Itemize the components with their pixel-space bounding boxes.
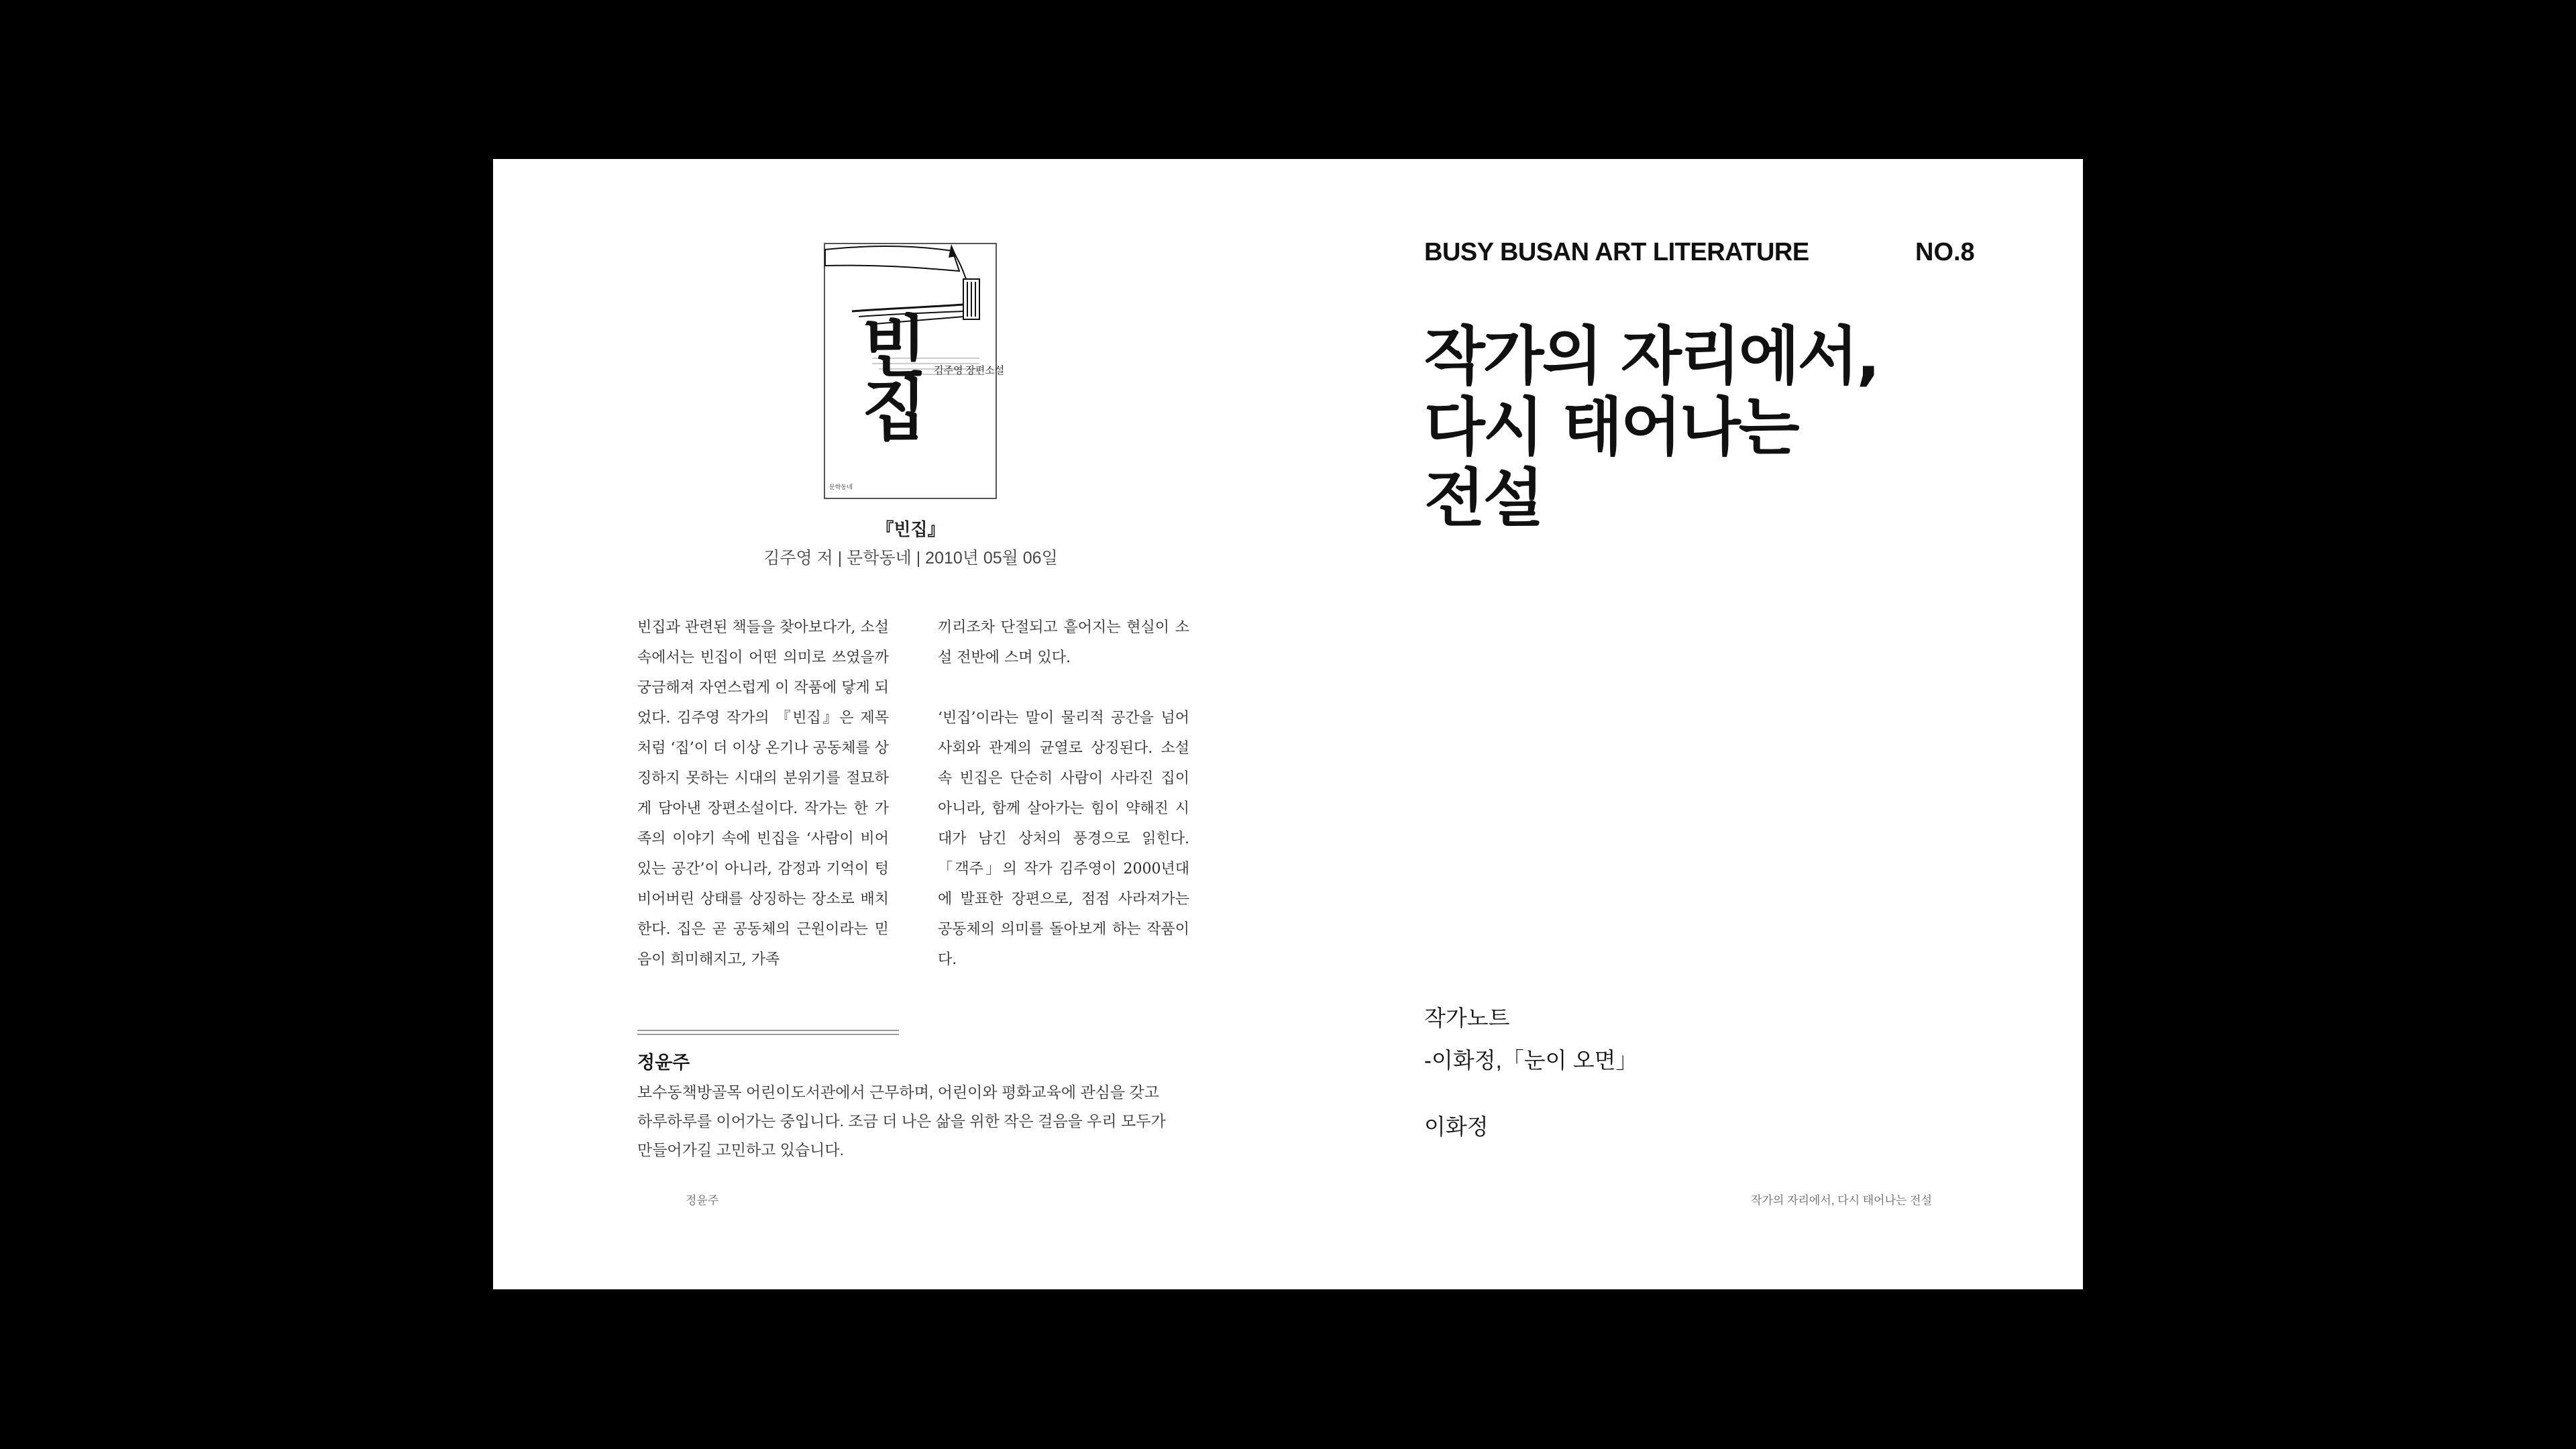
cover-title: 빈집 [849, 311, 928, 437]
book-cover-image [824, 243, 1005, 499]
author-name: 정윤주 [637, 1053, 690, 1073]
article-body-right [938, 612, 1189, 1005]
article-body-left [637, 612, 889, 1005]
headline-line: 작가의 자리에서, [1424, 320, 1879, 393]
magazine-name: BUSY BUSAN ART LITERATURE [1424, 238, 1809, 266]
note-label: 작가노트 [1424, 1006, 1510, 1030]
body-paragraph: 빈집과 관련된 책들을 찾아보다가, 소설 속에서는 빈집이 어떤 의미로 쓰였을까 궁금해져 자연스럽게 이 작품에 닿게 되었다. 김주영 작가의 『빈집』은 제목처럼 ‘집’이 더 이상 온기나 공동체를 상징하지 못하는 시대의 분위기를 절묘하게 담아낸 장편소설이다. 작가는 한 가족의 이야기 속에 빈집을 ‘사람이 비어 있는 공간’이 아니라, 감정과 기억이 텅 비어버린 상태를 상징하는 장소로 배치한다. 집은 곧 공동체의 근원이라는 믿음이 희미해지고, 가족 [637, 619, 889, 968]
cover-subtitle: 김주영 장편소설 [934, 366, 1005, 376]
author-bio-line: 만들어가길 고민하고 있습니다. [637, 1141, 845, 1159]
cover-publisher: 문학동네 [829, 484, 853, 490]
headline [1424, 321, 1894, 535]
note-author: 이화정 [1424, 1114, 1489, 1139]
author-bio [637, 1078, 1194, 1165]
section-divider [637, 1030, 899, 1035]
author-bio-line: 하루하루를 이어가는 중입니다. 조금 더 나은 삶을 위한 작은 걸음을 우리 모두가 [637, 1112, 1166, 1130]
note-work-title: -이화정,「눈이 오면」 [1424, 1048, 1638, 1073]
book-title: 『빈집』 [876, 519, 945, 539]
book-meta: 김주영 저 | 문학동네 | 2010년 05월 06일 [763, 549, 1058, 568]
footer-right: 작가의 자리에서, 다시 태어나는 전설 [1751, 1194, 1932, 1207]
body-paragraph: 끼리조차 단절되고 흩어지는 현실이 소설 전반에 스며 있다. [938, 619, 1189, 666]
footer-left: 정윤주 [686, 1194, 719, 1207]
headline-line: 다시 태어나는 [1424, 391, 1798, 464]
issue-number: NO.8 [1915, 238, 1975, 266]
headline-line: 전설 [1424, 462, 1542, 535]
author-bio-line: 보수동책방골목 어린이도서관에서 근무하며, 어린이와 평화교육에 관심을 갖고 [637, 1083, 1159, 1101]
body-paragraph: ‘빈집’이라는 말이 물리적 공간을 넘어 사회와 관계의 균열로 상징된다. 소설 속 빈집은 단순히 사람이 사라진 집이 아니라, 함께 살아가는 힘이 약해진 시대가 남긴 상처의 풍경으로 읽힌다. 「객주」의 작가 김주영이 2000년대에 발표한 장편으로, 점점 사라져가는 공동체의 의미를 돌아보게 하는 작품이다. [938, 710, 1189, 968]
magazine-spread [493, 159, 2083, 1289]
